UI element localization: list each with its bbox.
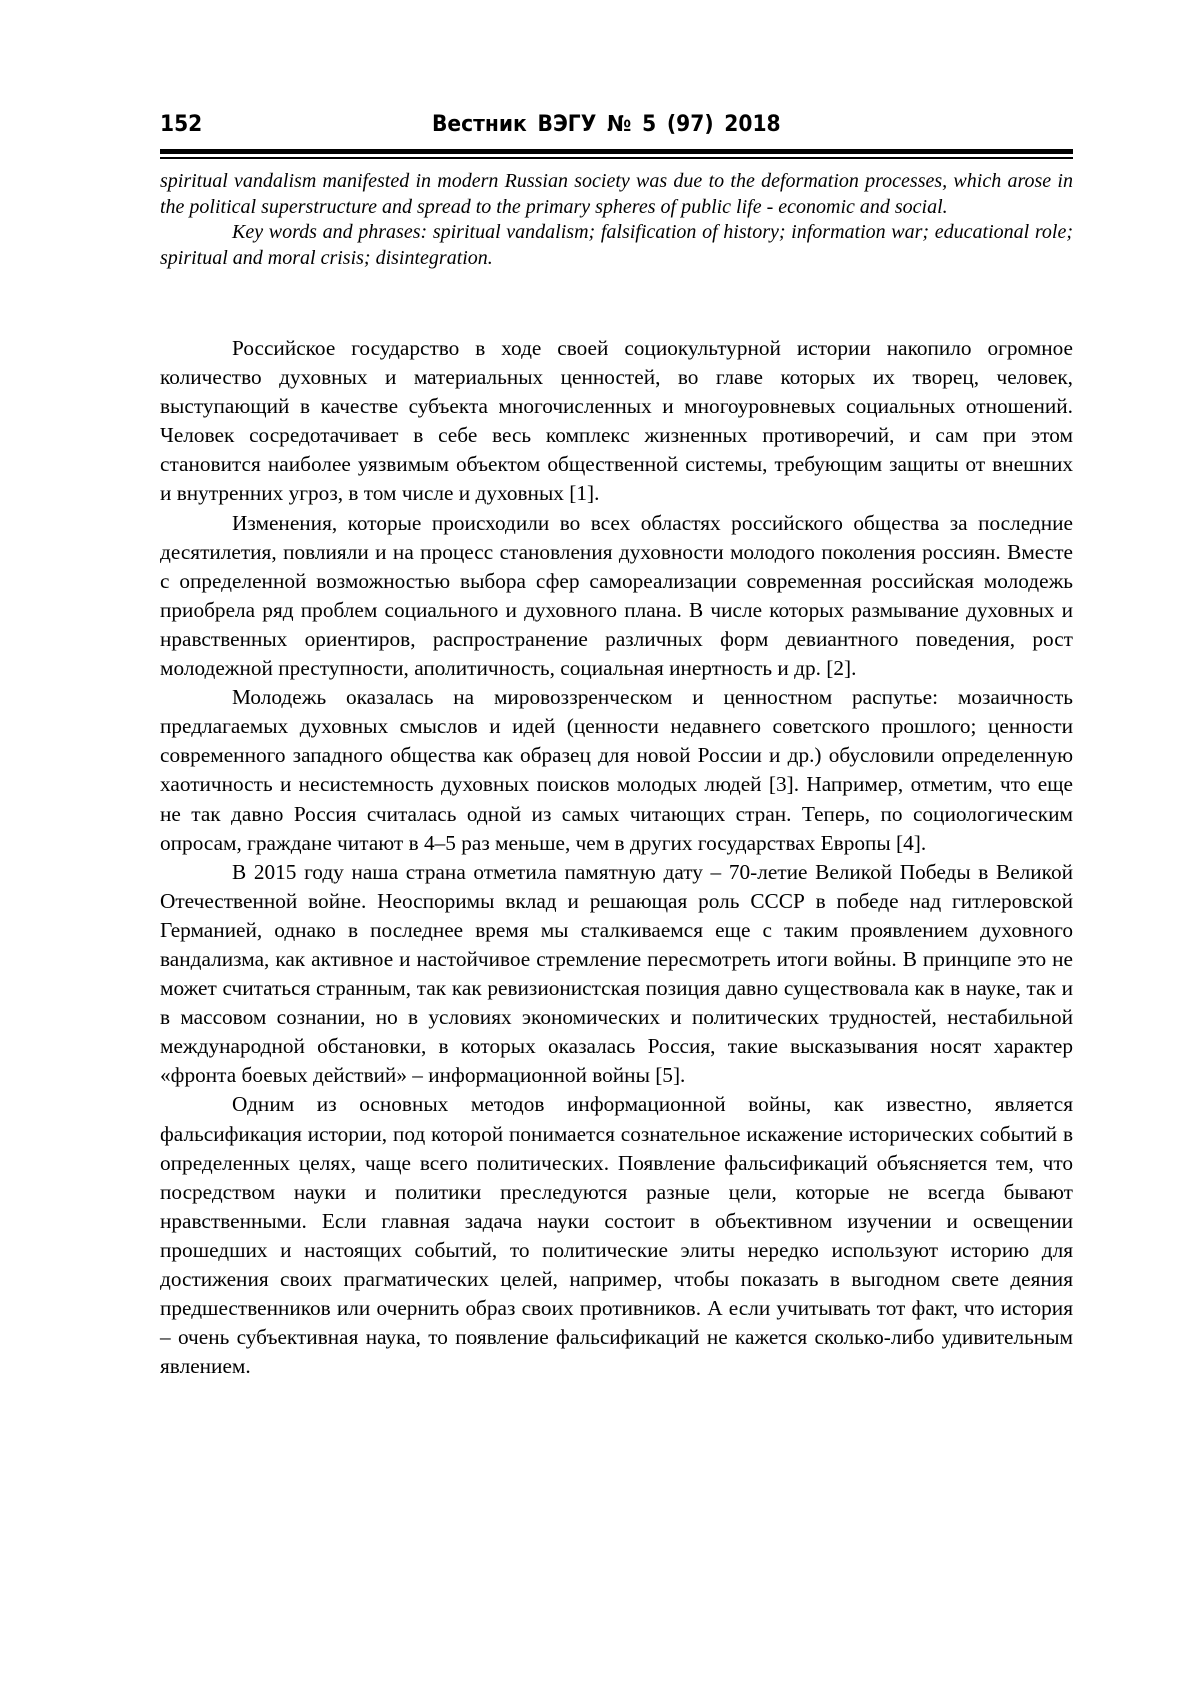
article-body [160,334,1073,1381]
abstract-text: spiritual vandalism manifested in modern Russian society was due to the deformation processes, which arose in the political superstructure and spread to the primary spheres of public life - economic and social. [160,170,1073,218]
english-abstract [160,169,1073,271]
journal-title: Вестник ВЭГУ № 5 (97) 2018 [432,112,781,137]
body-paragraph: Изменения, которые происходили во всех областях российского общества за последние десятилетия, повлияли и на процесс становления духовности молодого поколения россиян. Вместе с определенной возможностью выбора сфер самореализации современная российская молодежь приобрела ряд проблем социального и духовного плана. В числе которых размывание духовных и нравственных ориентиров, распространение различных форм девиантного поведения, рост молодежной преступности, аполитичность, социальная инертность и др. [2]. [160,510,1073,681]
body-paragraph: Российское государство в ходе своей социокультурной истории накопило огромное количество духовных и материальных ценностей, во главе которых их творец, человек, выступающий в качестве субъекта многочисленных и многоуровневых социальных отношений. Человек сосредотачивает в себе весь комплекс жизненных противоречий, и сам при этом становится наиболее уязвимым объектом общественной системы, требующим защиты от внешних и внутренних угроз, в том числе и духовных [1]. [160,336,1073,506]
header-rule-thick [160,149,1073,154]
body-paragraph: Молодежь оказалась на мировоззренческом и ценностном распутье: мозаичность предлагаемых духовных смыслов и идей (ценности недавнего советского прошлого; ценности современного западного общества как образец для новой России и др.) обусловили определенную хаотичность и несистемность духовных поисков молодых людей [3]. Например, отметим, что еще не так давно Россия считалась одной из самых читающих стран. Теперь, по социологическим опросам, граждане читают в 4–5 раз меньше, чем в других государствах Европы [4]. [160,685,1073,855]
page-number: 152 [160,112,203,137]
body-paragraph: В 2015 году наша страна отметила памятную дату – 70-летие Великой Победы в Великой Отечественной войне. Неоспоримы вклад и решающая роль СССР в победе над гитлеровской Германией, однако в последнее время мы сталкиваемся еще с таким проявлением духовного вандализма, как активное и настойчивое стремление пересмотреть итоги войны. В принципе это не может считаться странным, так как ревизионистская позиция давно существовала как в науке, так и в массовом сознании, но в условиях экономических и политических трудностей, нестабильной международной обстановки, в которых оказалась Россия, такие высказывания носят характер «фронта боевых действий» – информационной войны [5]. [160,859,1073,1088]
body-paragraph: Одним из основных методов информационной войны, как известно, является фальсификация истории, под которой понимается сознательное искажение исторических событий в определенных целях, чаще всего политических. Появление фальсификаций объясняется тем, что посредством науки и политики преследуются разные цели, которые не всегда бывают нравственными. Если главная задача науки состоит в объективном изучении и освещении прошедших и настоящих событий, то политические элиты нередко используют историю для достижения своих прагматических целей, например, чтобы показать в выгодном свете деяния предшественников или очернить образ своих противников. А если учитывать тот факт, что история – очень субъективная наука, то появление фальсификаций не кажется сколько-либо удивительным явлением. [160,1092,1073,1379]
page-header [160,112,1073,146]
abstract-keywords: Key words and phrases: spiritual vandalism; falsification of history; information war; educational role; spiritual and moral crisis; disintegration. [160,221,1073,269]
header-rule-thin [160,157,1073,159]
